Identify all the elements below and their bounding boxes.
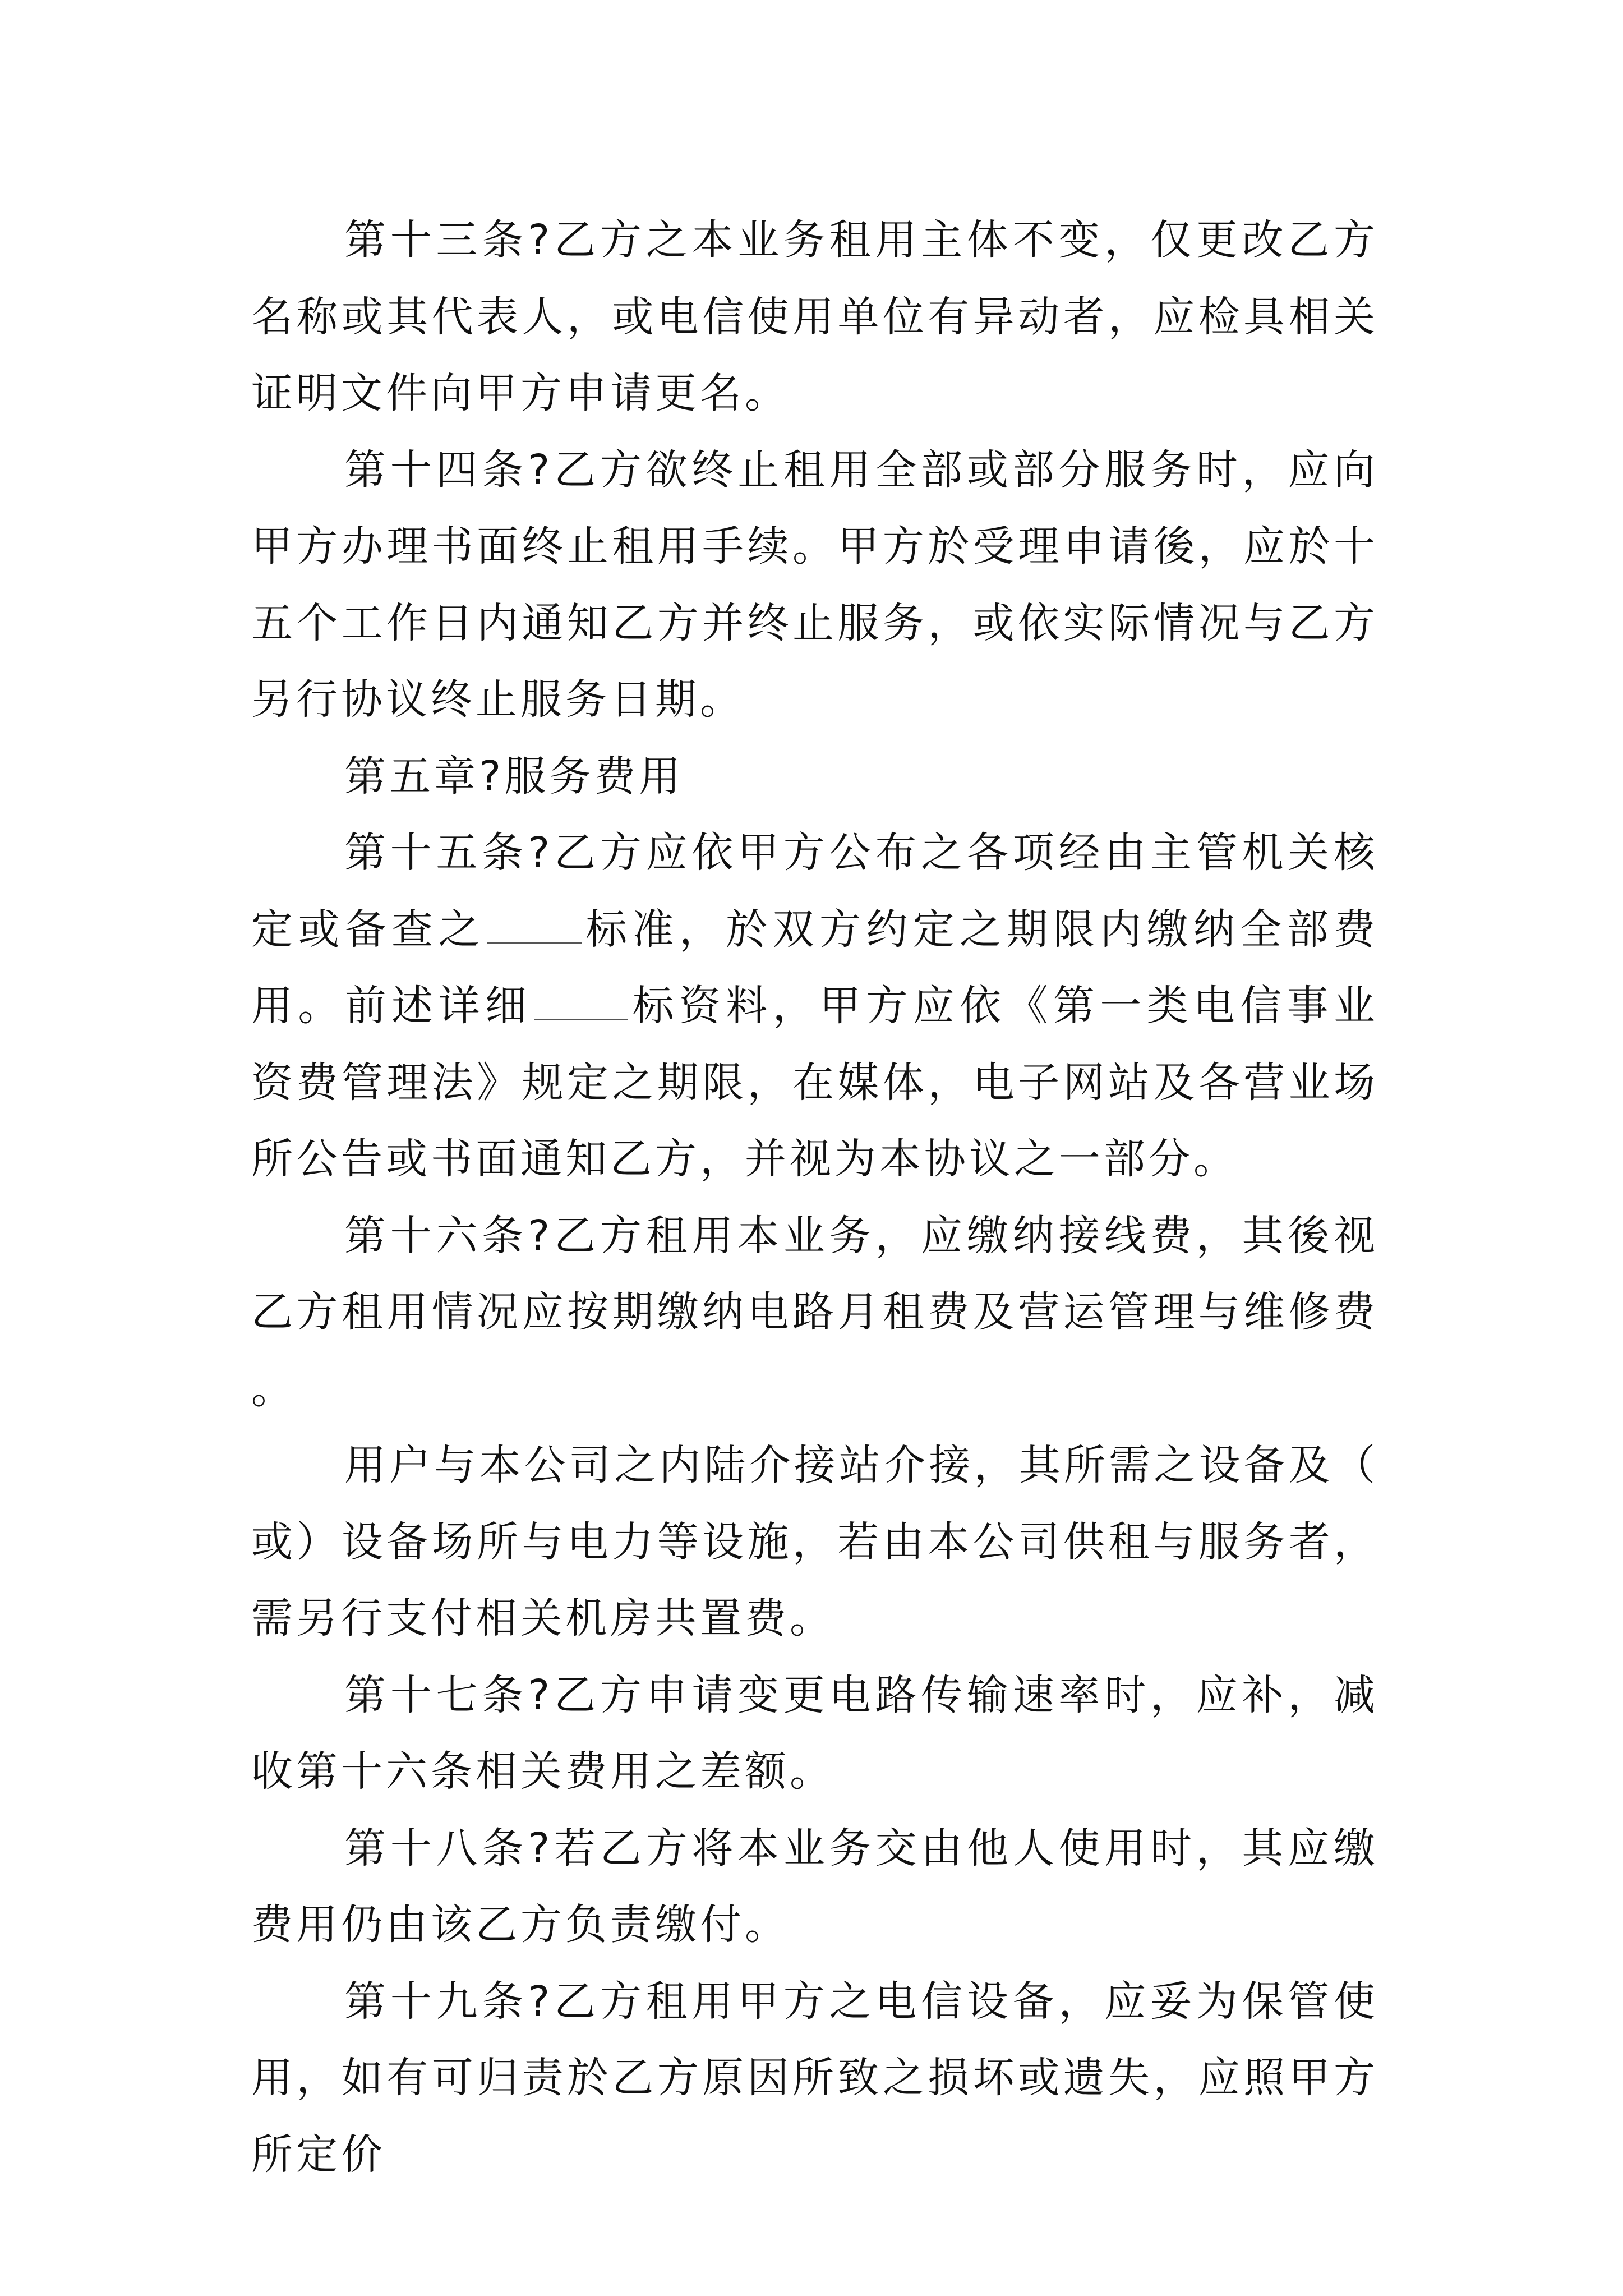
chapter-5-heading: 第五章?服务费用 xyxy=(344,752,684,800)
article-16-supplement: 用户与本公司之内陆介接站介接，其所需之设备及（或）设备场所与电力等设施，若由本公司供租与服务者，需另行支付相关机房共置费。 xyxy=(251,1441,1378,1642)
article-19: 第十九条?乙方租用甲方之电信设备，应妥为保管使用，如有可归责於乙方原因所致之损坏或遗失，应照甲方所定价 xyxy=(251,1977,1378,2179)
article-14: 第十四条?乙方欲终止租用全部或部分服务时，应向甲方办理书面终止租用手续。甲方於受理申请後，应於十五个工作日内通知乙方并终止服务，或依实际情况与乙方另行协议终止服务日期。 xyxy=(251,445,1378,724)
article-15 xyxy=(251,815,1378,1198)
article-15-text-1: 第十五条?乙方应依甲方公布之各项经由主管机关核定或备查之 xyxy=(251,829,1378,954)
article-15-text-3: 标资料，甲方应依《第一类电信事业资费管理法》规定之期限，在媒体，电子网站及各营业场所公告或书面通知乙方，并视为本协议之一部分。 xyxy=(251,982,1379,1183)
article-16: 第十六条?乙方租用本业务，应缴纳接线费，其後视乙方租用情况应按期缴纳电路月租费及营运管理与维修费。 xyxy=(251,1211,1378,1413)
fill-in-blank xyxy=(534,986,628,1020)
document-body xyxy=(251,202,1378,2193)
article-15-text-2: 标准，於双方约定之期限内缴纳全部费用。前述详细 xyxy=(251,905,1379,1030)
article-17: 第十七条?乙方申请变更电路传输速率时，应补，减收第十六条相关费用之差额。 xyxy=(251,1671,1378,1796)
fill-in-blank xyxy=(487,910,582,944)
article-13: 第十三条?乙方之本业务租用主体不变，仅更改乙方名称或其代表人，或电信使用单位有异动者，应检具相关证明文件向甲方申请更名。 xyxy=(251,216,1378,417)
article-18: 第十八条?若乙方将本业务交由他人使用时，其应缴费用仍由该乙方负责缴付。 xyxy=(251,1824,1378,1949)
